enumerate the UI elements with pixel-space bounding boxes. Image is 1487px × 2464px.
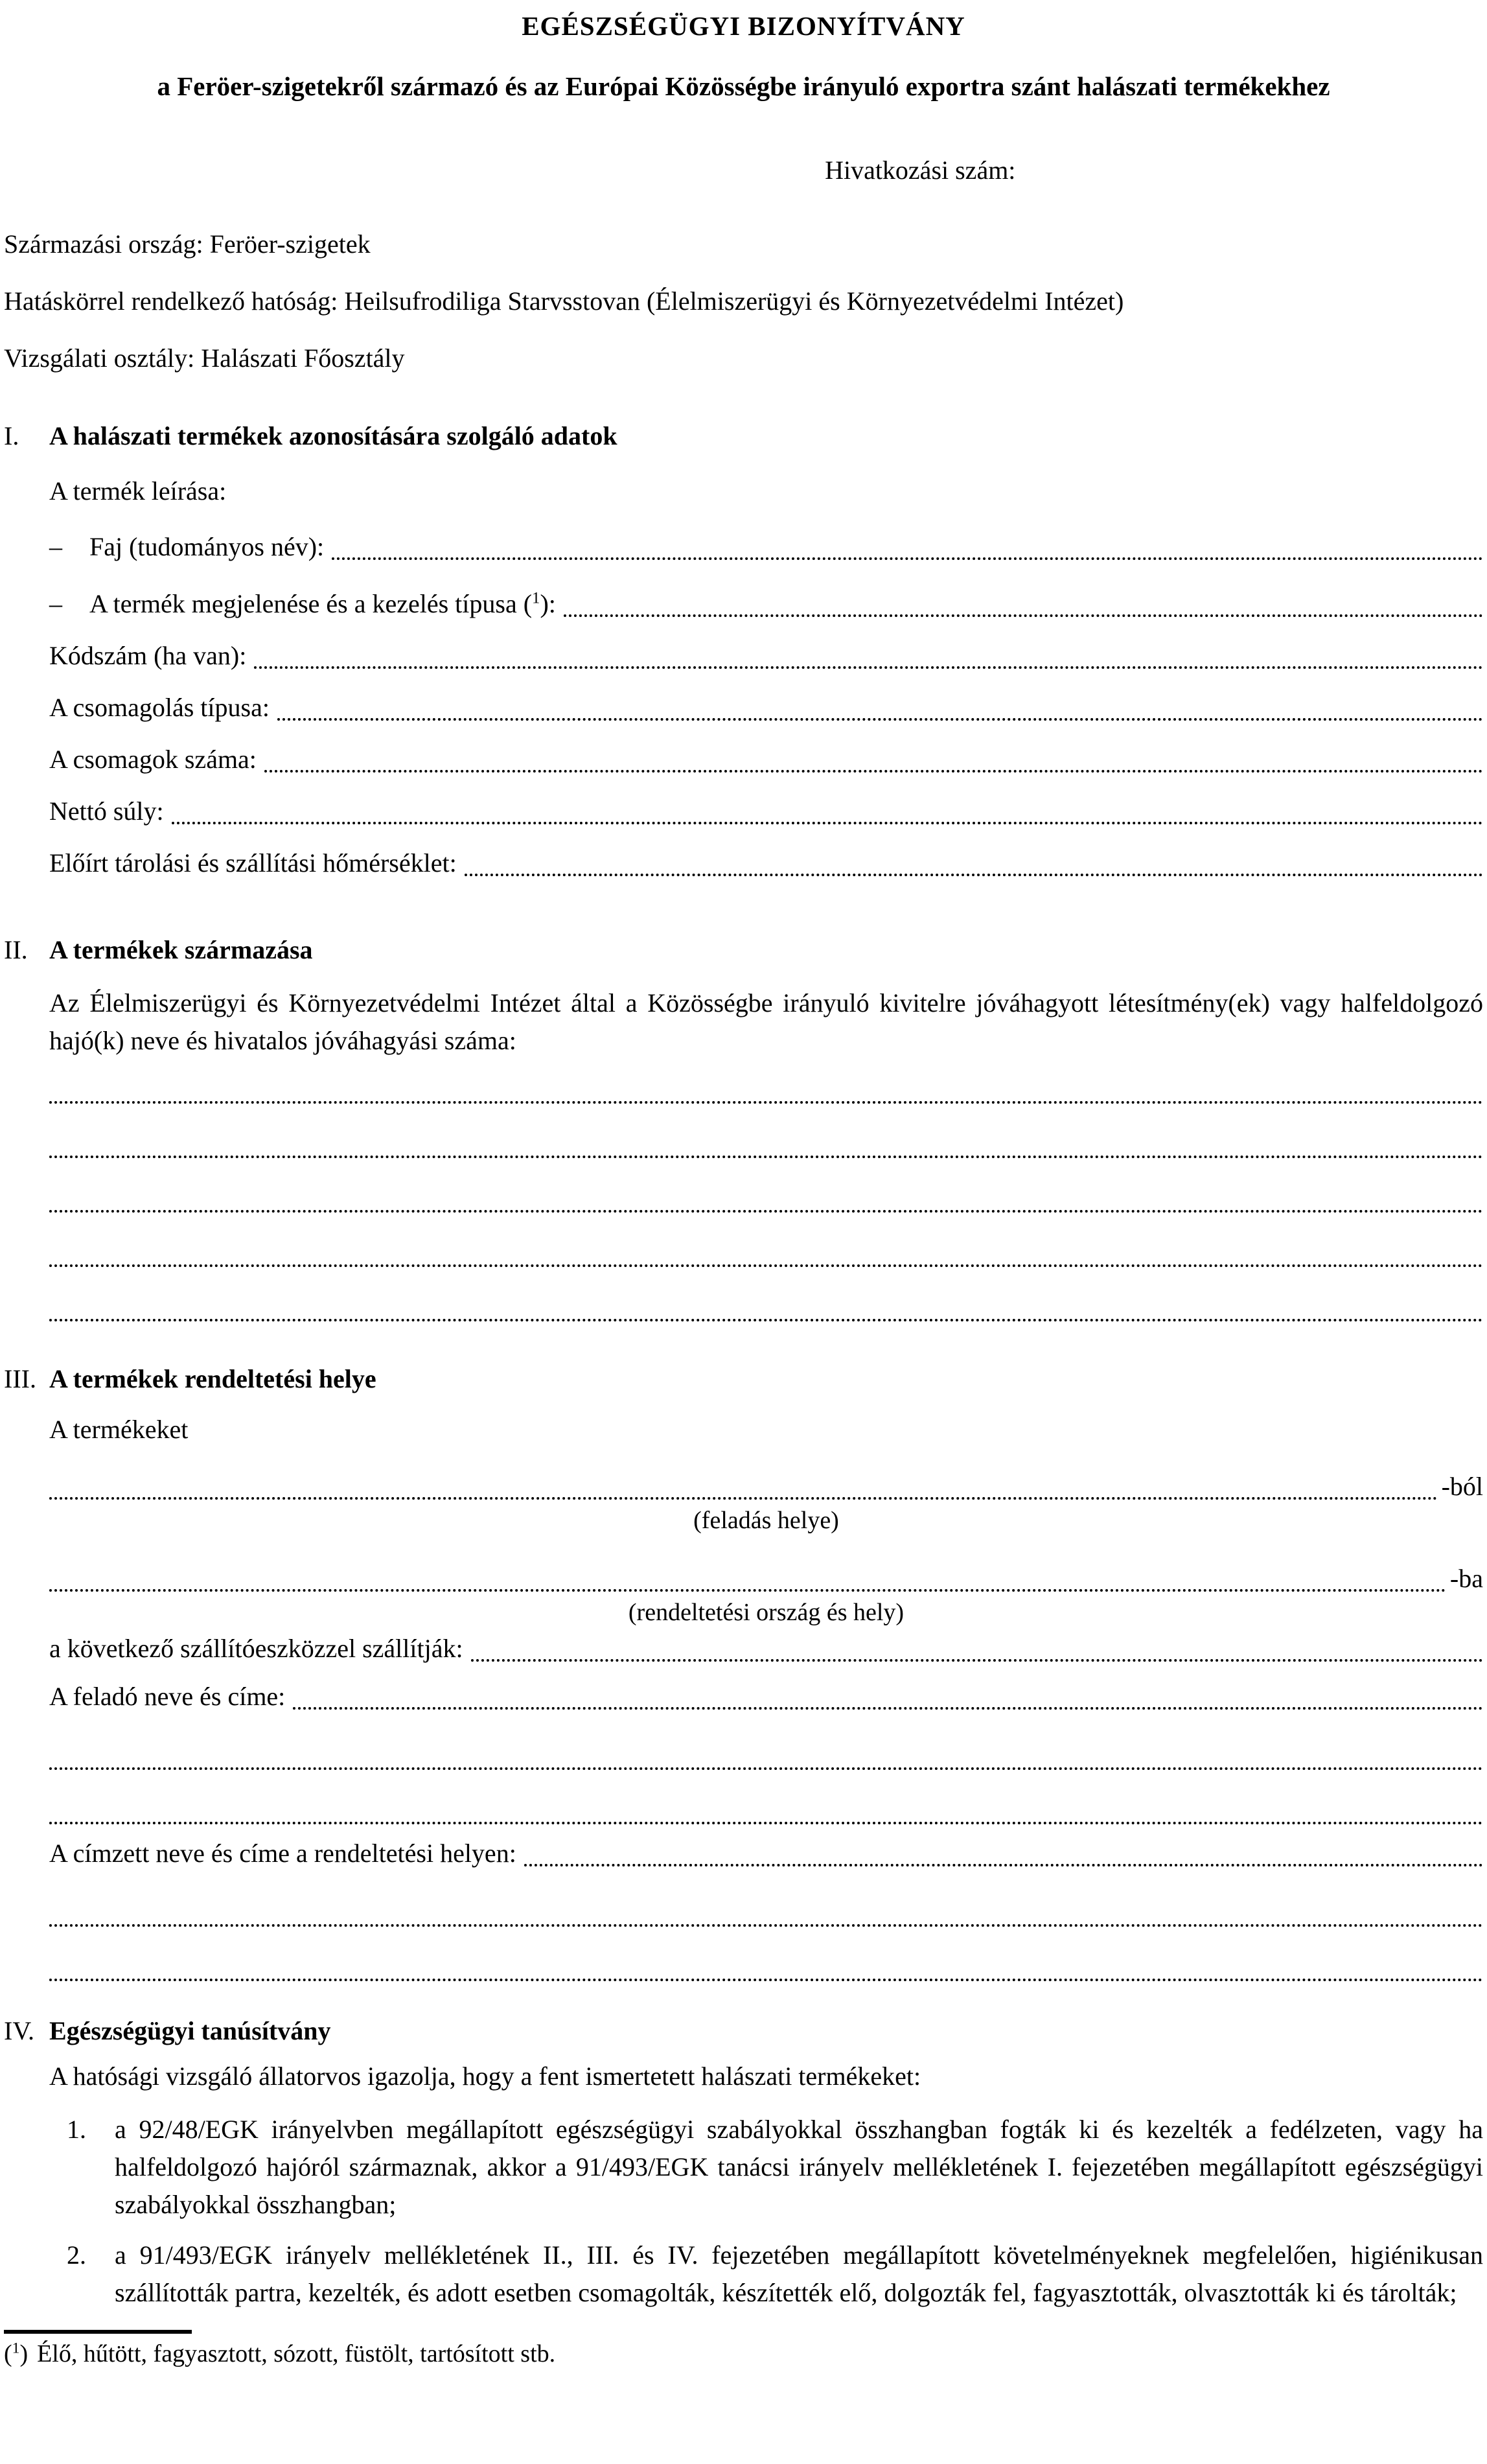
field-package-count [49,741,1483,778]
attestation-item-1-text: a 92/48/EGK irányelvben megállapított egészségügyi szabályokkal összhangban fogták ki és kezelték a fedélzeten, vagy ha halfeldolgozó hajóról származnak, akkor a 91/493/EGK tanácsi irányelv mellékletének I. fejezetében megállapított egészségügyi szabályokkal összhangban; [115,2115,1483,2219]
section-i-heading [49,417,1483,455]
dispatch-place-line [49,1468,1483,1505]
species-label: Faj (tudományos név): [89,532,325,561]
presentation-treatment-label: A termék megjelenése és a kezelés típusa ($^1$): [89,589,556,618]
origin-fill-lines [49,1049,1483,1321]
attestation-item-2 [49,2237,1483,2312]
fill-in-line [49,1104,1483,1158]
fill-in-line [172,822,1483,824]
fill-in-line [49,1213,1483,1267]
consignor-fill-lines [49,1715,1483,1824]
competent-authority-value: Heilsufrodiliga Starvsstovan (Élelmiszerügyi és Környezetvédelmi Intézet) [344,286,1124,316]
fill-in-line [254,666,1483,669]
products-intro: A termékeket [49,1415,189,1444]
section-i-identification [4,417,1483,882]
dash-bullet: – [49,589,62,618]
field-net-weight [49,793,1483,830]
document-subtitle: a Feröer-szigetekről származó és az Európai Közösségbe irányuló exportra szánt halászati termékekhez [157,71,1330,101]
package-count-label: A csomagok száma: [49,745,257,774]
consignee-fill-lines [49,1872,1483,1981]
fill-in-line [471,1659,1483,1662]
section-ii-origin [4,931,1483,1321]
field-transport-means [49,1630,1483,1668]
fill-in-line [264,770,1483,773]
reference-number-line [4,152,1483,189]
section-iv-numeral: IV. [4,2016,35,2045]
packaging-type-label: A csomagolás típusa: [49,693,270,722]
transport-means-label: a következő szállítóeszközzel szállítják: [49,1634,463,1663]
competent-authority-label: Hatáskörrel rendelkező hatóság: [4,286,338,316]
consignee-label: A címzett neve és címe a rendeltetési helyen: [49,1839,516,1868]
inspection-division-value: Halászati Főosztály [201,343,405,373]
section-ii-heading [49,931,1483,969]
fill-in-line [49,1589,1446,1592]
section-i-numeral: I. [4,421,19,450]
fill-in-line [49,1872,1483,1927]
section-iii-title: A termékek rendeltetési helye [49,1364,376,1393]
code-number-label: Kódszám (ha van): [49,641,247,670]
origin-country-value: Feröer-szigetek [209,229,371,259]
field-consignor [49,1678,1483,1715]
item-number: 2. [67,2240,86,2270]
attestation-intro: A hatósági vizsgáló állatorvos igazolja, hogy a fent ismertetett halászati termékeket: [49,2062,921,2091]
fill-in-line [293,1707,1483,1710]
inspection-division-line [4,340,1483,377]
field-species [49,528,1483,566]
section-iv-heading [49,2012,1483,2050]
field-presentation-treatment [49,585,1483,623]
section-iv-title: Egészségügyi tanúsítvány [49,2016,331,2045]
dispatch-place-caption: (feladás helye) [693,1507,839,1534]
field-consignee [49,1835,1483,1872]
fill-in-line [49,1158,1483,1213]
footnote [4,2339,1483,2369]
section-i-title: A halászati termékek azonosítására szolgáló adatok [49,421,617,450]
product-description-label: A termék leírása: [49,476,227,506]
fill-in-line [465,874,1483,876]
fill-in-line [49,1497,1438,1500]
fill-in-line [49,1770,1483,1824]
section-iii-destination [4,1360,1483,1981]
destination-suffix: -ba [1449,1564,1483,1593]
competent-authority-line [4,283,1483,320]
section-iii-numeral: III. [4,1364,36,1393]
destination-caption: (rendeltetési ország és hely) [628,1599,905,1626]
item-number: 1. [67,2115,86,2144]
fill-in-line [49,1715,1483,1770]
section-ii-title: A termékek származása [49,935,313,964]
dash-bullet: – [49,532,62,561]
destination-line [49,1560,1483,1598]
section-iii-heading [49,1360,1483,1398]
section-iv-health-attestation [4,2012,1483,2312]
fill-in-line [49,1927,1483,1981]
document-title: EGÉSZSÉGÜGYI BIZONYÍTVÁNY [522,11,965,41]
field-packaging-type [49,689,1483,726]
origin-statement: Az Élelmiszerügyi és Környezetvédelmi Intézet által a Közösségbe irányuló kivitelre jóváhagyott létesítmény(ek) vagy halfeldolgozó hajó(k) neve és hivatalos jóváhagyási száma: [49,988,1483,1055]
attestation-item-2-text: a 91/493/EGK irányelv mellékletének II., III. és IV. fejezetében megállapított követelményeknek megfelelően, higiénikusan szállították partra, kezelték, és adott esetben csomagolták, készítették elő, dolgozták fel, fagyasztották, olvasztották ki és tárolták; [115,2240,1483,2307]
origin-country-label: Származási ország: [4,229,203,259]
footnote-text: Élő, hűtött, fagyasztott, sózott, füstölt, tartósított stb. [37,2340,556,2367]
footnote-marker: ($^1$) [4,2340,29,2367]
field-storage-temperature [49,844,1483,882]
fill-in-line [332,557,1483,560]
dispatch-place-suffix: -ból [1441,1472,1483,1501]
storage-temperature-label: Előírt tárolási és szállítási hőmérséklet: [49,848,457,878]
fill-in-line [524,1864,1483,1866]
inspection-division-label: Vizsgálati osztály: [4,343,195,373]
net-weight-label: Nettó súly: [49,796,164,826]
fill-in-line [564,614,1483,617]
attestation-item-1 [49,2111,1483,2224]
field-code-number [49,637,1483,675]
footnote-divider [4,2330,192,2334]
origin-country-line [4,226,1483,263]
fill-in-line [49,1267,1483,1321]
footnote-reference: 1 [532,589,540,607]
consignor-label: A feladó neve és címe: [49,1682,286,1711]
reference-number-label: Hivatkozási szám: [825,156,1016,185]
fill-in-line [277,718,1483,721]
section-ii-numeral: II. [4,935,28,964]
